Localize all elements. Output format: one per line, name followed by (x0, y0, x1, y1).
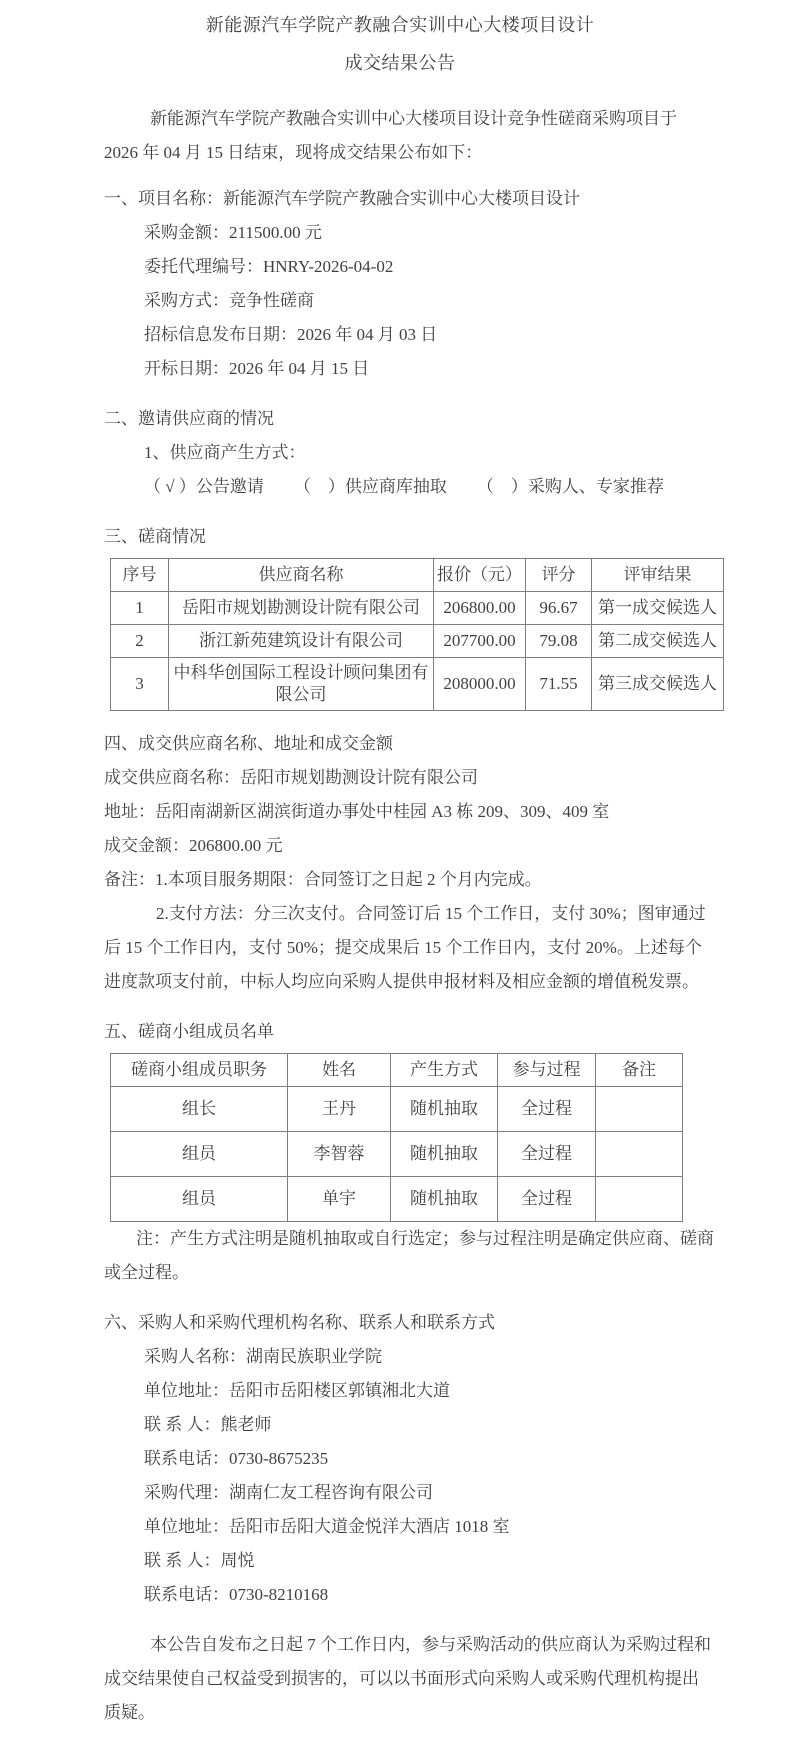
section-panel-members (104, 1015, 715, 1290)
closing-paragraph: 本公告自发布之日起 7 个工作日内，参与采购活动的供应商认为采购过程和成交结果使自己权益受到损害的，可以以书面形式向采购人或采购代理机构提出质疑。 (104, 1635, 711, 1722)
purchaser-name: 采购人名称：湖南民族职业学院 (144, 1347, 382, 1366)
cell-remark (596, 1177, 683, 1222)
header-cell-selection-method: 产生方式 (391, 1054, 498, 1087)
section-winning-supplier (104, 727, 715, 999)
agency-phone: 联系电话：0730-8210168 (144, 1585, 329, 1604)
cell-role: 组员 (111, 1177, 288, 1222)
cell-price: 208000.00 (434, 658, 526, 711)
cell-name: 单宇 (288, 1177, 391, 1222)
cell-price: 207700.00 (434, 625, 526, 658)
cell-participation: 全过程 (498, 1087, 596, 1132)
table-header-row (111, 1054, 683, 1087)
document-subtitle: 成交结果公告 (344, 53, 456, 73)
cell-role: 组员 (111, 1132, 288, 1177)
winning-supplier-name: 成交供应商名称：岳阳市规划勘测设计院有限公司 (104, 768, 478, 787)
detail-line-open-date: 开标日期：2026 年 04 月 15 日 (144, 359, 370, 378)
option-public-invitation: （ √ ）公告邀请 (144, 477, 264, 496)
header-cell-name: 姓名 (288, 1054, 391, 1087)
cell-participation: 全过程 (498, 1132, 596, 1177)
cell-score: 71.55 (526, 658, 592, 711)
cell-supplier: 浙江新苑建筑设计有限公司 (169, 625, 434, 658)
table-row (111, 658, 724, 711)
document-title: 新能源汽车学院产教融合实训中心大楼项目设计 (205, 15, 595, 35)
table-row (111, 1177, 683, 1222)
cell-role: 组长 (111, 1087, 288, 1132)
section-closing (104, 1628, 715, 1730)
winning-amount: 成交金额：206800.00 元 (104, 836, 283, 855)
purchaser-address: 单位地址：岳阳市岳阳楼区郭镇湘北大道 (144, 1381, 450, 1400)
section-negotiation (104, 520, 715, 711)
header-cell-result: 评审结果 (592, 559, 724, 592)
intro-paragraph: 新能源汽车学院产教融合实训中心大楼项目设计竞争性磋商采购项目于 2026 年 04 月 15 日结束，现将成交结果公布如下： (104, 109, 677, 162)
header-cell-score: 评分 (526, 559, 592, 592)
agency-address: 单位地址：岳阳市岳阳大道金悦洋大酒店 1018 室 (144, 1517, 510, 1536)
header-cell-participation: 参与过程 (498, 1054, 596, 1087)
section-project-info (104, 182, 715, 386)
option-supplier-pool: （ ）供应商库抽取 (293, 477, 447, 496)
cell-participation: 全过程 (498, 1177, 596, 1222)
section-contacts (104, 1306, 715, 1612)
section-2-heading: 二、邀请供应商的情况 (104, 409, 274, 428)
negotiation-results-table (110, 558, 724, 711)
section-4-heading: 四、成交供应商名称、地址和成交金额 (104, 734, 393, 753)
cell-supplier: 中科华创国际工程设计顾问集团有限公司 (169, 658, 434, 711)
header-cell-remark: 备注 (596, 1054, 683, 1087)
table-row (111, 1087, 683, 1132)
invitation-options-line (104, 470, 715, 504)
purchaser-contact-person: 联 系 人：熊老师 (144, 1415, 272, 1434)
agency-name: 采购代理：湖南仁友工程咨询有限公司 (144, 1483, 433, 1502)
cell-supplier: 岳阳市规划勘测设计院有限公司 (169, 592, 434, 625)
cell-selection-method: 随机抽取 (391, 1087, 498, 1132)
cell-score: 96.67 (526, 592, 592, 625)
remark-payment-terms: 2.支付方法：分三次支付。合同签订后 15 个工作日，支付 30%；图审通过后 15 个工作日内，支付 50%；提交成果后 15 个工作日内，支付 20%。上述每个进度款项支付前，中标人均应向采购人提供申报材料及相应金额的增值税发票。 (104, 904, 706, 991)
cell-score: 79.08 (526, 625, 592, 658)
document-title-block (0, 6, 800, 82)
cell-result: 第一成交候选人 (592, 592, 724, 625)
section-5-heading: 五、磋商小组成员名单 (104, 1022, 274, 1041)
cell-index: 2 (111, 625, 169, 658)
table-row (111, 625, 724, 658)
panel-members-table (110, 1053, 683, 1222)
header-cell-role: 磋商小组成员职务 (111, 1054, 288, 1087)
cell-price: 206800.00 (434, 592, 526, 625)
table-header-row (111, 559, 724, 592)
option-expert-recommend: （ ）采购人、专家推荐 (476, 477, 664, 496)
table-row (111, 1132, 683, 1177)
panel-table-note: 注：产生方式注明是随机抽取或自行选定；参与过程注明是确定供应商、磋商或全过程。 (104, 1229, 714, 1282)
cell-result: 第二成交候选人 (592, 625, 724, 658)
table-row (111, 592, 724, 625)
section-1-heading: 一、项目名称：新能源汽车学院产教融合实训中心大楼项目设计 (104, 189, 580, 208)
detail-line-purchase-amount: 采购金额：211500.00 元 (144, 223, 322, 242)
cell-name: 李智蓉 (288, 1132, 391, 1177)
cell-result: 第三成交候选人 (592, 658, 724, 711)
remark-service-period: 备注：1.本项目服务期限：合同签订之日起 2 个月内完成。 (104, 870, 542, 889)
header-cell-supplier: 供应商名称 (169, 559, 434, 592)
section-6-heading: 六、采购人和采购代理机构名称、联系人和联系方式 (104, 1313, 495, 1332)
cell-index: 1 (111, 592, 169, 625)
detail-line-publish-date: 招标信息发布日期：2026 年 04 月 03 日 (144, 325, 438, 344)
purchaser-phone: 联系电话：0730-8675235 (144, 1449, 329, 1468)
detail-line-agency-number: 委托代理编号：HNRY-2026-04-02 (144, 257, 394, 276)
cell-index: 3 (111, 658, 169, 711)
agency-contact-person: 联 系 人：周悦 (144, 1551, 255, 1570)
detail-line-purchase-method: 采购方式：竞争性磋商 (144, 291, 314, 310)
cell-selection-method: 随机抽取 (391, 1132, 498, 1177)
section-supplier-invitation (104, 402, 715, 504)
header-cell-price: 报价（元） (434, 559, 526, 592)
cell-name: 王丹 (288, 1087, 391, 1132)
cell-remark (596, 1132, 683, 1177)
header-cell-index: 序号 (111, 559, 169, 592)
section-2-subheading: 1、供应商产生方式： (144, 443, 306, 462)
section-3-heading: 三、磋商情况 (104, 527, 206, 546)
cell-remark (596, 1087, 683, 1132)
cell-selection-method: 随机抽取 (391, 1177, 498, 1222)
winning-supplier-address: 地址：岳阳南湖新区湖滨街道办事处中桂园 A3 栋 209、309、409 室 (104, 802, 610, 821)
